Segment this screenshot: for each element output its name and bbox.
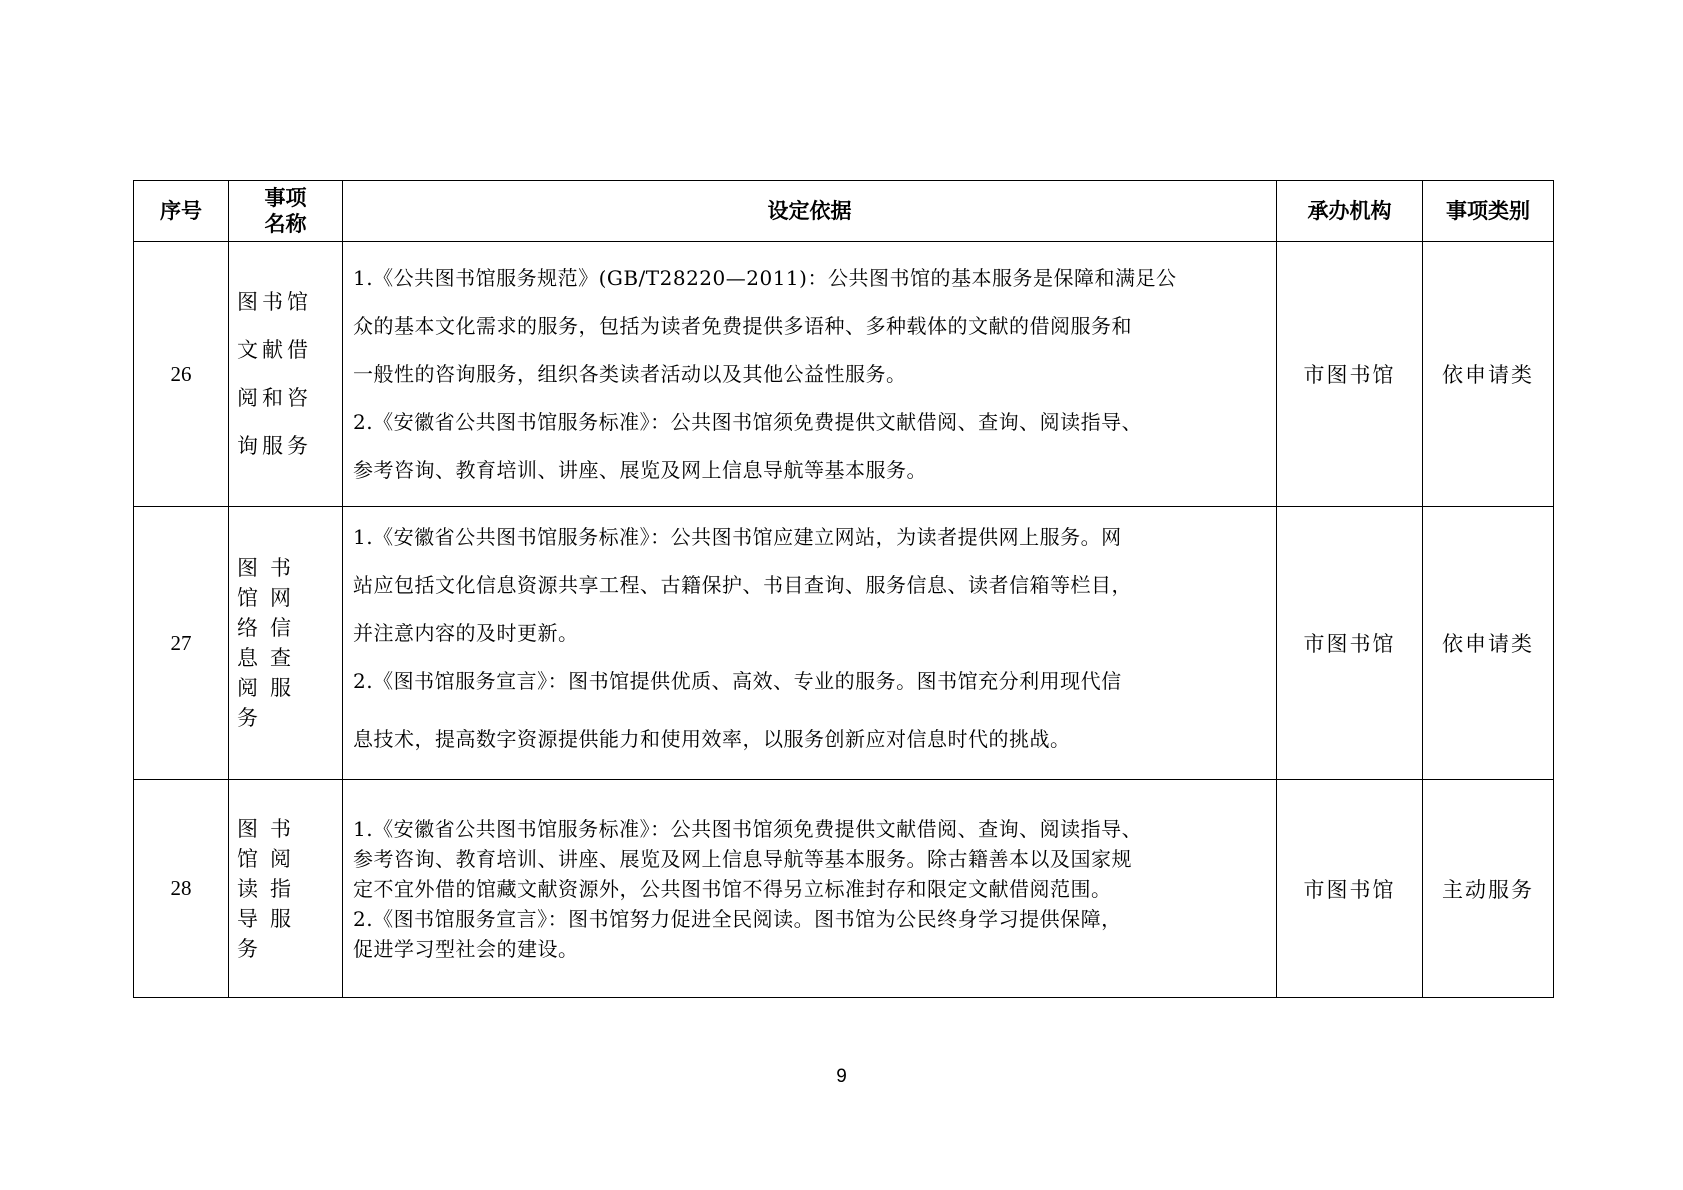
header-seq: 序号	[134, 181, 229, 242]
header-name	[229, 181, 343, 242]
header-name-label: 事项名称	[264, 185, 307, 236]
basis-line: 站应包括文化信息资源共享工程、古籍保护、书目查询、服务信息、读者信箱等栏目，	[353, 573, 1132, 597]
basis-line: 1.《安徽省公共图书馆服务标准》：公共图书馆应建立网站，为读者提供网上服务。网	[353, 525, 1122, 549]
basis-line: 2.《安徽省公共图书馆服务标准》：公共图书馆须免费提供文献借阅、查询、阅读指导、	[353, 410, 1143, 434]
row-item-name-text: 图书馆文献借阅和咨询服务	[237, 290, 312, 458]
row-basis	[343, 780, 1277, 998]
row-item-name-text: 图书馆网络信息查阅服务	[237, 556, 303, 730]
basis-line: 2.《图书馆服务宣言》：图书馆提供优质、高效、专业的服务。图书馆充分利用现代信	[353, 669, 1122, 693]
row-seq: 27	[134, 507, 229, 780]
row-seq: 26	[134, 242, 229, 507]
header-org: 承办机构	[1277, 181, 1423, 242]
basis-line: 参考咨询、教育培训、讲座、展览及网上信息导航等基本服务。除古籍善本以及国家规	[353, 846, 1132, 871]
basis-line: 并注意内容的及时更新。	[353, 621, 579, 645]
table-row	[134, 242, 1554, 507]
basis-line: 2.《图书馆服务宣言》：图书馆努力促进全民阅读。图书馆为公民终身学习提供保障，	[353, 906, 1122, 931]
header-type: 事项类别	[1423, 181, 1554, 242]
row-org: 市图书馆	[1277, 242, 1423, 507]
basis-line: 1.《安徽省公共图书馆服务标准》：公共图书馆须免费提供文献借阅、查询、阅读指导、	[353, 816, 1143, 841]
basis-line: 众的基本文化需求的服务，包括为读者免费提供多语种、多种载体的文献的借阅服务和	[353, 314, 1132, 338]
page-number: 9	[836, 1066, 847, 1087]
row-basis	[343, 242, 1277, 507]
row-basis	[343, 507, 1277, 780]
row-item-name	[229, 242, 343, 507]
basis-line: 促进学习型社会的建设。	[353, 936, 579, 961]
table-header-row	[134, 181, 1554, 242]
row-type: 依申请类	[1423, 242, 1554, 507]
table-row	[134, 780, 1554, 998]
service-items-table	[133, 180, 1554, 998]
row-org: 市图书馆	[1277, 507, 1423, 780]
row-item-name	[229, 780, 343, 998]
row-item-name	[229, 507, 343, 780]
table-row	[134, 507, 1554, 780]
row-type: 依申请类	[1423, 507, 1554, 780]
row-seq: 28	[134, 780, 229, 998]
row-type: 主动服务	[1423, 780, 1554, 998]
basis-line: 参考咨询、教育培训、讲座、展览及网上信息导航等基本服务。	[353, 458, 927, 482]
row-org: 市图书馆	[1277, 780, 1423, 998]
basis-line: 定不宜外借的馆藏文献资源外，公共图书馆不得另立标准封存和限定文献借阅范围。	[353, 876, 1112, 901]
row-item-name-text: 图书馆阅读指导服务	[237, 816, 303, 961]
basis-line: 息技术，提高数字资源提供能力和使用效率，以服务创新应对信息时代的挑战。	[353, 727, 1071, 751]
basis-line: 1.《公共图书馆服务规范》(GB/T28220—2011)：公共图书馆的基本服务是保障和满足公	[353, 266, 1177, 290]
basis-line: 一般性的咨询服务，组织各类读者活动以及其他公益性服务。	[353, 362, 907, 386]
header-basis: 设定依据	[343, 181, 1277, 242]
